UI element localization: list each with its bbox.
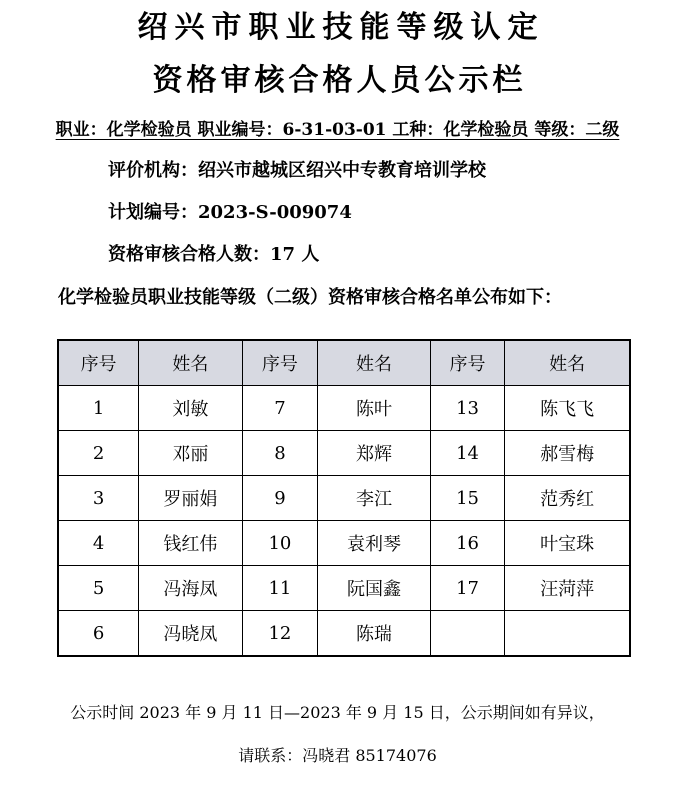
table-cell-seq: 7	[242, 386, 318, 431]
table-cell-name: 钱红伟	[139, 521, 243, 566]
table-cell-seq: 17	[430, 566, 504, 611]
table-row	[58, 566, 630, 611]
table-header-cell: 序号	[58, 340, 139, 386]
table-cell-name	[505, 611, 630, 657]
table-cell-seq: 6	[58, 611, 139, 657]
table-cell-seq: 2	[58, 431, 139, 476]
table-cell-seq: 5	[58, 566, 139, 611]
table-cell-seq	[430, 611, 504, 657]
table-cell-name: 刘敏	[139, 386, 243, 431]
table-header-row	[58, 340, 630, 386]
table-header-cell: 序号	[242, 340, 318, 386]
table-cell-name: 袁利琴	[318, 521, 431, 566]
table-header-cell: 序号	[430, 340, 504, 386]
table-cell-seq: 10	[242, 521, 318, 566]
table-cell-seq: 11	[242, 566, 318, 611]
table-cell-name: 郝雪梅	[505, 431, 630, 476]
table-cell-name: 汪菏萍	[505, 566, 630, 611]
table-cell-name: 郑辉	[318, 431, 431, 476]
table-cell-seq: 14	[430, 431, 504, 476]
table-cell-seq: 9	[242, 476, 318, 521]
occupation-meta-line: 职业：化学检验员 职业编号：6-31-03-01 工种：化学检验员 等级：二级	[55, 120, 620, 140]
table-cell-name: 范秀红	[505, 476, 630, 521]
table-cell-seq: 13	[430, 386, 504, 431]
table-cell-name: 邓丽	[139, 431, 243, 476]
table-cell-seq: 12	[242, 611, 318, 657]
table-cell-name: 陈瑞	[318, 611, 431, 657]
table-row	[58, 611, 630, 657]
table-cell-seq: 15	[430, 476, 504, 521]
table-cell-name: 陈飞飞	[505, 386, 630, 431]
roster-table	[57, 339, 631, 657]
table-cell-seq: 3	[58, 476, 139, 521]
table-header-cell: 姓名	[318, 340, 431, 386]
table-row	[58, 431, 630, 476]
table-cell-name: 陈叶	[318, 386, 431, 431]
publicity-period-line: 公示时间 2023 年 9 月 11 日—2023 年 9 月 15 日，公示期间如有异议，	[70, 703, 605, 722]
table-cell-name: 罗丽娟	[139, 476, 243, 521]
table-row	[58, 386, 630, 431]
agency-line: 评价机构：绍兴市越城区绍兴中专教育培训学校	[108, 160, 486, 181]
table-header-cell: 姓名	[505, 340, 630, 386]
table-cell-seq: 4	[58, 521, 139, 566]
table-cell-name: 冯海凤	[139, 566, 243, 611]
table-cell-seq: 8	[242, 431, 318, 476]
table-row	[58, 521, 630, 566]
table-cell-name: 叶宝珠	[505, 521, 630, 566]
table-row	[58, 476, 630, 521]
table-cell-name: 冯晓凤	[139, 611, 243, 657]
table-cell-name: 李江	[318, 476, 431, 521]
table-cell-seq: 16	[430, 521, 504, 566]
list-intro-line: 化学检验员职业技能等级（二级）资格审核合格名单公布如下：	[58, 287, 562, 308]
page-title-line1: 绍兴市职业技能等级认定	[137, 10, 545, 45]
table-header-cell: 姓名	[139, 340, 243, 386]
contact-line: 请联系：冯晓君 85174076	[238, 746, 437, 765]
table-cell-name: 阮国鑫	[318, 566, 431, 611]
table-cell-seq: 1	[58, 386, 139, 431]
page-title-line2: 资格审核合格人员公示栏	[152, 63, 527, 98]
qualified-count-line: 资格审核合格人数：17 人	[108, 244, 320, 265]
plan-number-line: 计划编号：2023-S-009074	[108, 202, 352, 223]
